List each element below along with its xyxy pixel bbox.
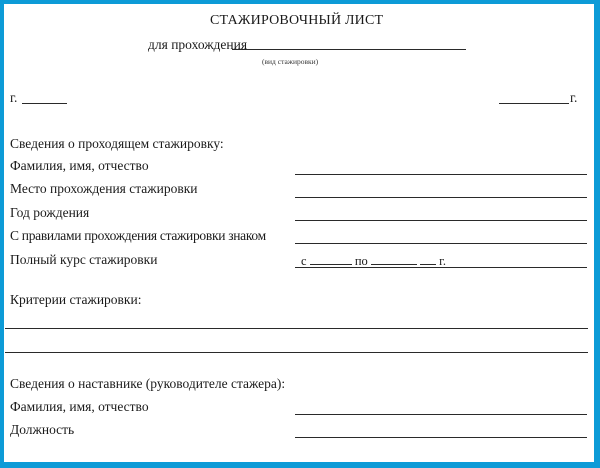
course-from-field[interactable] — [310, 252, 352, 265]
criteria-line-2[interactable] — [5, 352, 588, 353]
rules-acknowledged-label: С правилами прохождения стажировки знаком — [10, 228, 266, 243]
birth-year-field[interactable] — [295, 220, 587, 221]
city-prefix: г. — [10, 90, 18, 105]
mentor-name-label: Фамилия, имя, отчество — [10, 399, 149, 414]
document-title: СТАЖИРОВОЧНЫЙ ЛИСТ — [210, 13, 384, 28]
course-year-field[interactable] — [420, 252, 436, 265]
mentor-section-heading: Сведения о наставнике (руководителе стажера): — [10, 376, 286, 391]
criteria-line-1[interactable] — [5, 328, 588, 329]
birth-year-label: Год рождения — [10, 205, 90, 220]
date-field[interactable] — [499, 103, 569, 104]
training-place-field[interactable] — [295, 197, 587, 198]
city-field[interactable] — [22, 103, 67, 104]
mentor-position-field[interactable] — [295, 437, 587, 438]
trainee-section-heading: Сведения о проходящем стажировку: — [10, 136, 224, 151]
course-from-label: с — [301, 254, 307, 268]
year-suffix: г. — [570, 90, 578, 105]
mentor-position-label: Должность — [10, 422, 75, 437]
trainee-name-field[interactable] — [295, 174, 587, 175]
training-type-field[interactable] — [232, 49, 466, 50]
full-course-label: Полный курс стажировки — [10, 252, 158, 267]
mentor-name-field[interactable] — [295, 414, 587, 415]
training-type-caption: (вид стажировки) — [262, 57, 319, 66]
criteria-heading: Критерии стажировки: — [10, 292, 142, 307]
subtitle-prefix: для прохождения — [148, 37, 248, 52]
course-to-label: по — [354, 254, 368, 268]
course-year-suffix: г. — [439, 254, 446, 268]
training-place-label: Место прохождения стажировки — [10, 181, 198, 196]
full-course-underline — [295, 267, 587, 268]
course-to-field[interactable] — [371, 252, 417, 265]
rules-acknowledged-field[interactable] — [295, 243, 587, 244]
trainee-name-label: Фамилия, имя, отчество — [10, 158, 149, 173]
